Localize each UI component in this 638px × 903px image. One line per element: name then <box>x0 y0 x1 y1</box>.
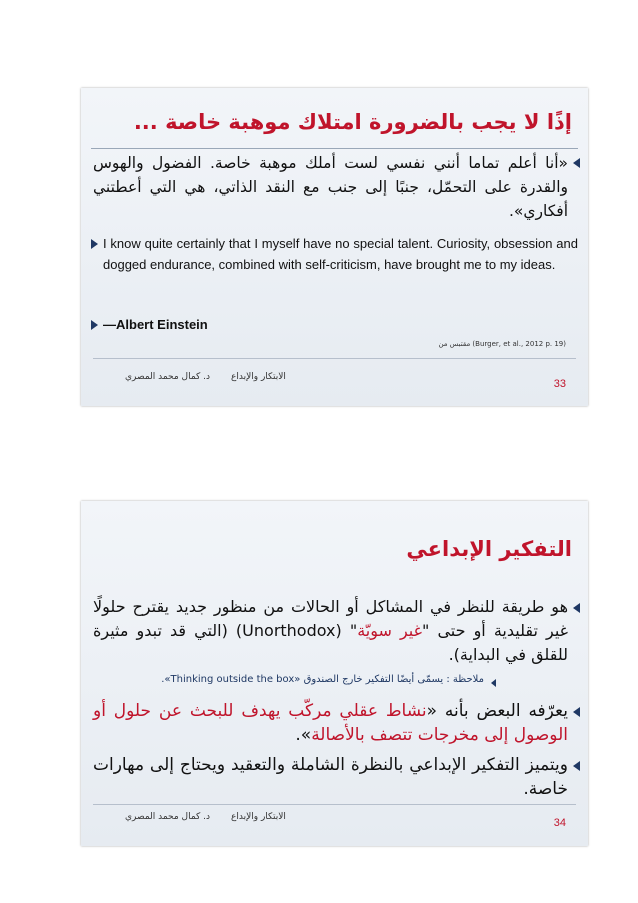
footer-course: الابتكار والإبداع <box>231 372 286 382</box>
bullet-arrow-icon <box>573 707 580 717</box>
bullet-arrow-icon <box>91 320 98 330</box>
bullet-arrow-icon <box>573 761 580 771</box>
page-number: 34 <box>553 817 566 829</box>
bullet-text: هو طريقة للنظر في المشاكل أو الحالات من منظور جديد يقترح حلولًا غير تقليدية أو حتى "غير سويّة" (Unorthodox) (التي قد تبدو مثيرة للقلق في البداية). <box>93 597 569 664</box>
highlight-term: غير سويّة <box>357 621 423 640</box>
english-quote: I know quite certainly that I myself have no special talent. Curiosity, obsession and dogged endurance, combined with self-criticism, have brought me to my ideas. <box>103 236 578 272</box>
definition-text <box>93 699 568 747</box>
footer-divider <box>93 358 576 359</box>
footer-author: د. كمال محمد المصري <box>125 812 211 822</box>
definition-suffix: ». <box>295 725 312 745</box>
definition-highlight: نشاط عقلي مركّب يهدف للبحث عن حلول أو الوصول إلى مخرجات تتصف بالأصالة <box>93 701 568 745</box>
citation: مقتبس من (Burger, et al., 2012 p. 19) <box>438 340 566 348</box>
definition-prefix: يعرّفه البعض بأنه « <box>426 701 568 721</box>
slide-33 <box>81 88 588 406</box>
footer-course: الابتكار والإبداع <box>231 812 286 822</box>
slide-title: إذًا لا يجب بالضرورة امتلاك موهبة خاصة ... <box>133 110 572 134</box>
footer-divider <box>93 804 576 805</box>
footer-author: د. كمال محمد المصري <box>125 372 211 382</box>
page-number: 33 <box>553 378 566 390</box>
bullet-text: ويتميز التفكير الإبداعي بالنظرة الشاملة والتعقيد ويحتاج إلى مهارات خاصة. <box>93 755 568 799</box>
arabic-quote: «أنا أعلم تماما أنني نفسي لست أملك موهبة خاصة. الفضول والهوس والقدرة على التحمّل، جنبًا إلى جنب مع النقد الذاتي، هي التي أعطتني أفكاري». <box>93 154 568 220</box>
bullet-text <box>93 595 568 667</box>
bullet-arrow-icon <box>573 158 580 168</box>
bullet-arrow-icon <box>491 679 496 687</box>
note-text: ملاحظة : يسمّى أيضًا التفكير خارج الصندوق «Thinking outside the box». <box>161 674 484 685</box>
bullet-arrow-icon <box>91 239 98 249</box>
slide-title: التفكير الإبداعي <box>406 537 572 561</box>
quote-author: —Albert Einstein <box>103 317 208 332</box>
bullet-arrow-icon <box>573 603 580 613</box>
title-divider <box>91 148 578 149</box>
slide-34 <box>81 501 588 846</box>
